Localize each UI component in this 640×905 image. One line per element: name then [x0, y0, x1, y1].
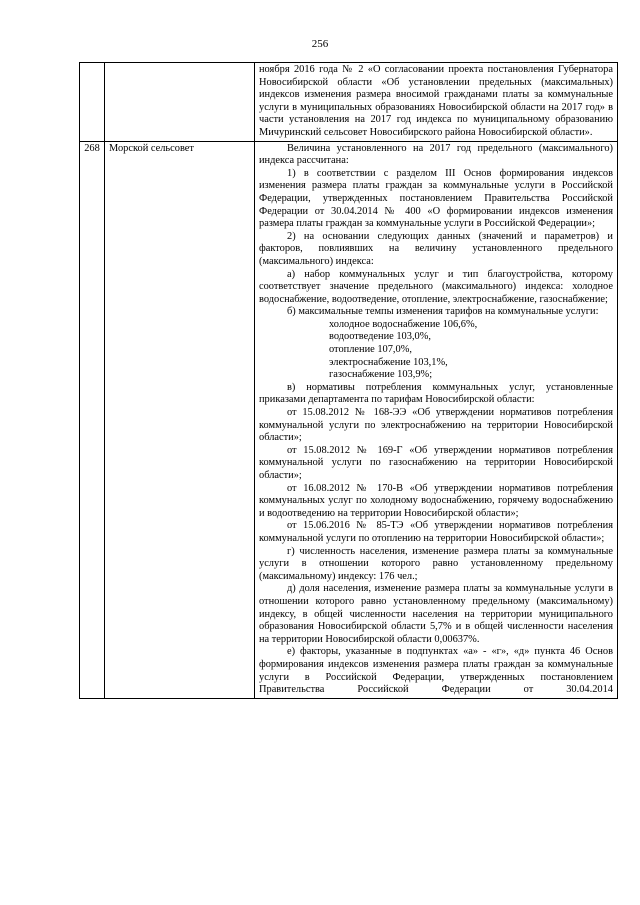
paragraph-order-168: от 15.08.2012 № 168-ЭЭ «Об утверждении нормативов потребления коммунальной услуги по электроснабжению на территории Новосибирской области»; [259, 407, 613, 444]
paragraph-item-d: д) доля населения, изменение размера платы за коммунальные услуги в отношении которого равно установленному предельному (максимальному) индексу, в общей численности населения на территории муниципального образования Новосибирской области 5,7% и в общей численности населения на территории Новосибирской области 0,00637%. [259, 583, 613, 645]
document-table [79, 62, 618, 699]
paragraph-item-2: 2) на основании следующих данных (значений и параметров) и факторов, повлиявших на величину установленного предельного (максимального) индекса: [259, 230, 613, 267]
row-number-cell [80, 63, 105, 142]
tariff-item: отопление 107,0%, [329, 344, 412, 356]
row-number-cell: 268 [80, 141, 105, 698]
paragraph-item-g: г) численность населения, изменение размера платы за коммунальные услуги в отношении которого равно установленному предельному (максимальному) индексу: 176 чел.; [259, 545, 613, 582]
paragraph-order-169: от 15.08.2012 № 169-Г «Об утверждении нормативов потребления коммунальной услуги по газоснабжению на территории Новосибирской области»; [259, 444, 613, 481]
tariff-item: газоснабжение 103,9%; [329, 369, 433, 381]
paragraph-item-a: а) набор коммунальных услуг и тип благоустройства, которому соответствует значение предельного (максимального) индекса: холодное водоснабжение, водоотведение, отопление, электроснабжение, газоснабжение; [259, 268, 613, 305]
tariff-item: водоотведение 103,0%, [329, 331, 431, 343]
tariff-item: холодное водоснабжение 106,6%, [329, 318, 478, 330]
table-row-continued [80, 63, 618, 142]
paragraph-intro: Величина установленного на 2017 год предельного (максимального) индекса рассчитана: [259, 142, 613, 167]
paragraph-item-e: е) факторы, указанные в подпунктах «а» - «г», «д» пункта 46 Основ формирования индексов изменения размера платы граждан за коммунальные услуги в Российской Федерации, утвержденных постановлением Правительства Российской Федерации от 30.04.2014 [259, 646, 613, 696]
description-cell [255, 141, 618, 698]
paragraph: ноября 2016 года № 2 «О согласовании проекта постановления Губернатора Новосибирской области «Об установлении предельных (максимальных) индексов изменения размера вносимой гражданами платы за коммунальные услуги в муниципальных образованиях Новосибирской области на 2017 год» в части установления на 2017 год индекса по муниципальному образованию Мичуринский сельсовет Новосибирского района Новосибирской области». [259, 64, 613, 138]
paragraph-item-v: в) нормативы потребления коммунальных услуг, установленные приказами департамента по тарифам Новосибирской области: [259, 381, 613, 406]
page-number: 256 [311, 38, 329, 50]
municipality-name-cell: Морской сельсовет [105, 141, 255, 698]
table-row-268 [80, 141, 618, 698]
municipality-name-cell [105, 63, 255, 142]
paragraph-item-b: б) максимальные темпы изменения тарифов на коммунальные услуги: [287, 306, 599, 318]
description-cell [255, 63, 618, 142]
paragraph-order-85: от 15.06.2016 № 85-ТЭ «Об утверждении нормативов потребления коммунальной услуги по отоплению на территории Новосибирской области»; [259, 520, 613, 544]
paragraph-order-170: от 16.08.2012 № 170-В «Об утверждении нормативов потребления коммунальных услуг по холодному водоснабжению, горячему водоснабжению и водоотведению на территории Новосибирской области»; [259, 482, 613, 519]
paragraph-item-1: 1) в соответствии с разделом III Основ формирования индексов изменения размера платы граждан за коммунальные услуги в Российской Федерации, утвержденных постановлением Правительства Российской Федерации от 30.04.2014 № 400 «О формировании индексов изменения размера платы граждан за коммунальные услуги в Российской Федерации»; [259, 167, 613, 230]
tariff-item: электроснабжение 103,1%, [329, 356, 448, 368]
